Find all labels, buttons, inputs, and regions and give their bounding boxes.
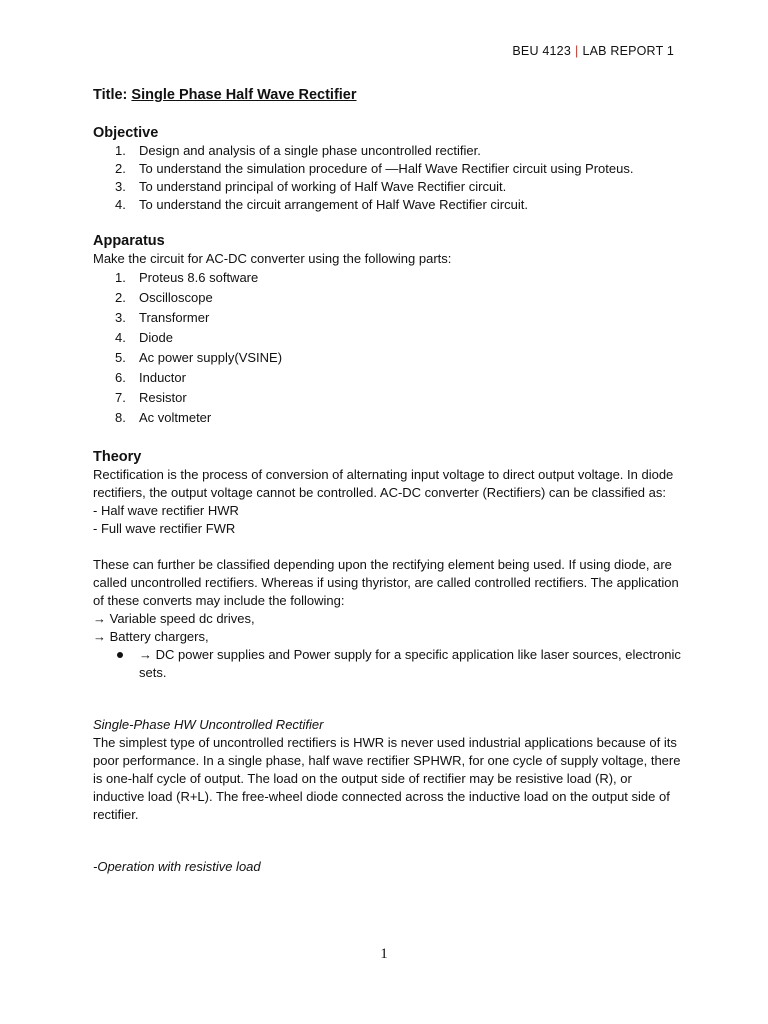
apparatus-intro: Make the circuit for AC-DC converter using the following parts: [93, 251, 452, 266]
theory-paragraph-1: Rectification is the process of conversion of alternating input voltage to direct output voltage. In diode rectifiers, the output voltage cannot be controlled. AC-DC converter (Rectifiers) can be classified as: [93, 467, 674, 500]
title-text: Single Phase Half Wave Rectifier [131, 87, 357, 103]
item-number: 5. [115, 350, 126, 365]
objective-item [93, 142, 683, 160]
page-number: 1 [380, 946, 388, 962]
application-bullet-item [93, 646, 683, 682]
item-text: To understand the circuit arrangement of Half Wave Rectifier circuit. [139, 197, 528, 212]
theory-paragraph-2: These can further be classified depending upon the rectifying element being used. If using diode, are called uncontrolled rectifiers. Whereas if using thyristor, are called controlled rectifiers. The application of these converts may include the following: [93, 557, 679, 608]
document-title [93, 86, 683, 104]
page-header [512, 44, 674, 58]
theory-paragraph-3: The simplest type of uncontrolled rectifiers is HWR is never used industrial applications because of its poor performance. In a single phase, half wave rectifier SPHWR, for one cycle of supply voltage, there is one-half cycle of output. The load on the output side of rectifier may be resistive load (R), or inductive load (R+L). The free-wheel diode connected across the inductive load on the output side of rectifier. [93, 735, 681, 822]
apparatus-item [93, 348, 683, 368]
classification-hwr: - Half wave rectifier HWR [93, 503, 239, 518]
application-drives: → Variable speed dc drives, [93, 611, 255, 626]
item-text: Resistor [139, 390, 187, 405]
item-text: Inductor [139, 370, 186, 385]
application-chargers: → Battery chargers, [93, 629, 209, 644]
item-number: 3. [115, 179, 126, 194]
application-power-supplies: → DC power supplies and Power supply for a specific application like laser sources, electronic sets. [139, 647, 681, 680]
apparatus-item [93, 408, 683, 428]
apparatus-item [93, 368, 683, 388]
item-text: To understand the simulation procedure of —Half Wave Rectifier circuit using Proteus. [139, 161, 634, 176]
header-course-code: BEU 4123 [512, 44, 571, 58]
item-text: Diode [139, 330, 173, 345]
item-text: Ac voltmeter [139, 410, 212, 425]
document-body [93, 86, 683, 876]
item-number: 4. [115, 330, 126, 345]
subheading-hw-uncontrolled: Single-Phase HW Uncontrolled Rectifier [93, 717, 324, 732]
item-number: 6. [115, 370, 126, 385]
item-number: 8. [115, 410, 126, 425]
item-number: 1. [115, 270, 126, 285]
objective-item [93, 160, 683, 178]
apparatus-item [93, 328, 683, 348]
item-number: 2. [115, 161, 126, 176]
objective-item [93, 196, 683, 214]
apparatus-item [93, 268, 683, 288]
item-text: To understand principal of working of Half Wave Rectifier circuit. [139, 179, 507, 194]
apparatus-list [93, 268, 683, 428]
title-label: Title: [93, 87, 128, 103]
header-report-label: LAB REPORT 1 [582, 44, 674, 58]
item-text: Oscilloscope [139, 290, 213, 305]
item-number: 7. [115, 390, 126, 405]
item-text: Proteus 8.6 software [139, 270, 259, 285]
apparatus-item [93, 388, 683, 408]
item-number: 3. [115, 310, 126, 325]
classification-fwr: - Full wave rectifier FWR [93, 521, 236, 536]
objective-list [93, 142, 683, 214]
item-number: 2. [115, 290, 126, 305]
apparatus-heading: Apparatus [93, 233, 165, 249]
objective-heading: Objective [93, 125, 159, 141]
item-text: Design and analysis of a single phase uncontrolled rectifier. [139, 143, 481, 158]
apparatus-item [93, 308, 683, 328]
item-number: 4. [115, 197, 126, 212]
objective-item [93, 178, 683, 196]
header-separator: | [574, 44, 579, 58]
item-text: Transformer [139, 310, 210, 325]
bullet-icon [117, 652, 123, 658]
theory-heading: Theory [93, 449, 142, 465]
item-text: Ac power supply(VSINE) [139, 350, 283, 365]
operation-resistive-load: -Operation with resistive load [93, 859, 261, 874]
apparatus-item [93, 288, 683, 308]
item-number: 1. [115, 143, 126, 158]
